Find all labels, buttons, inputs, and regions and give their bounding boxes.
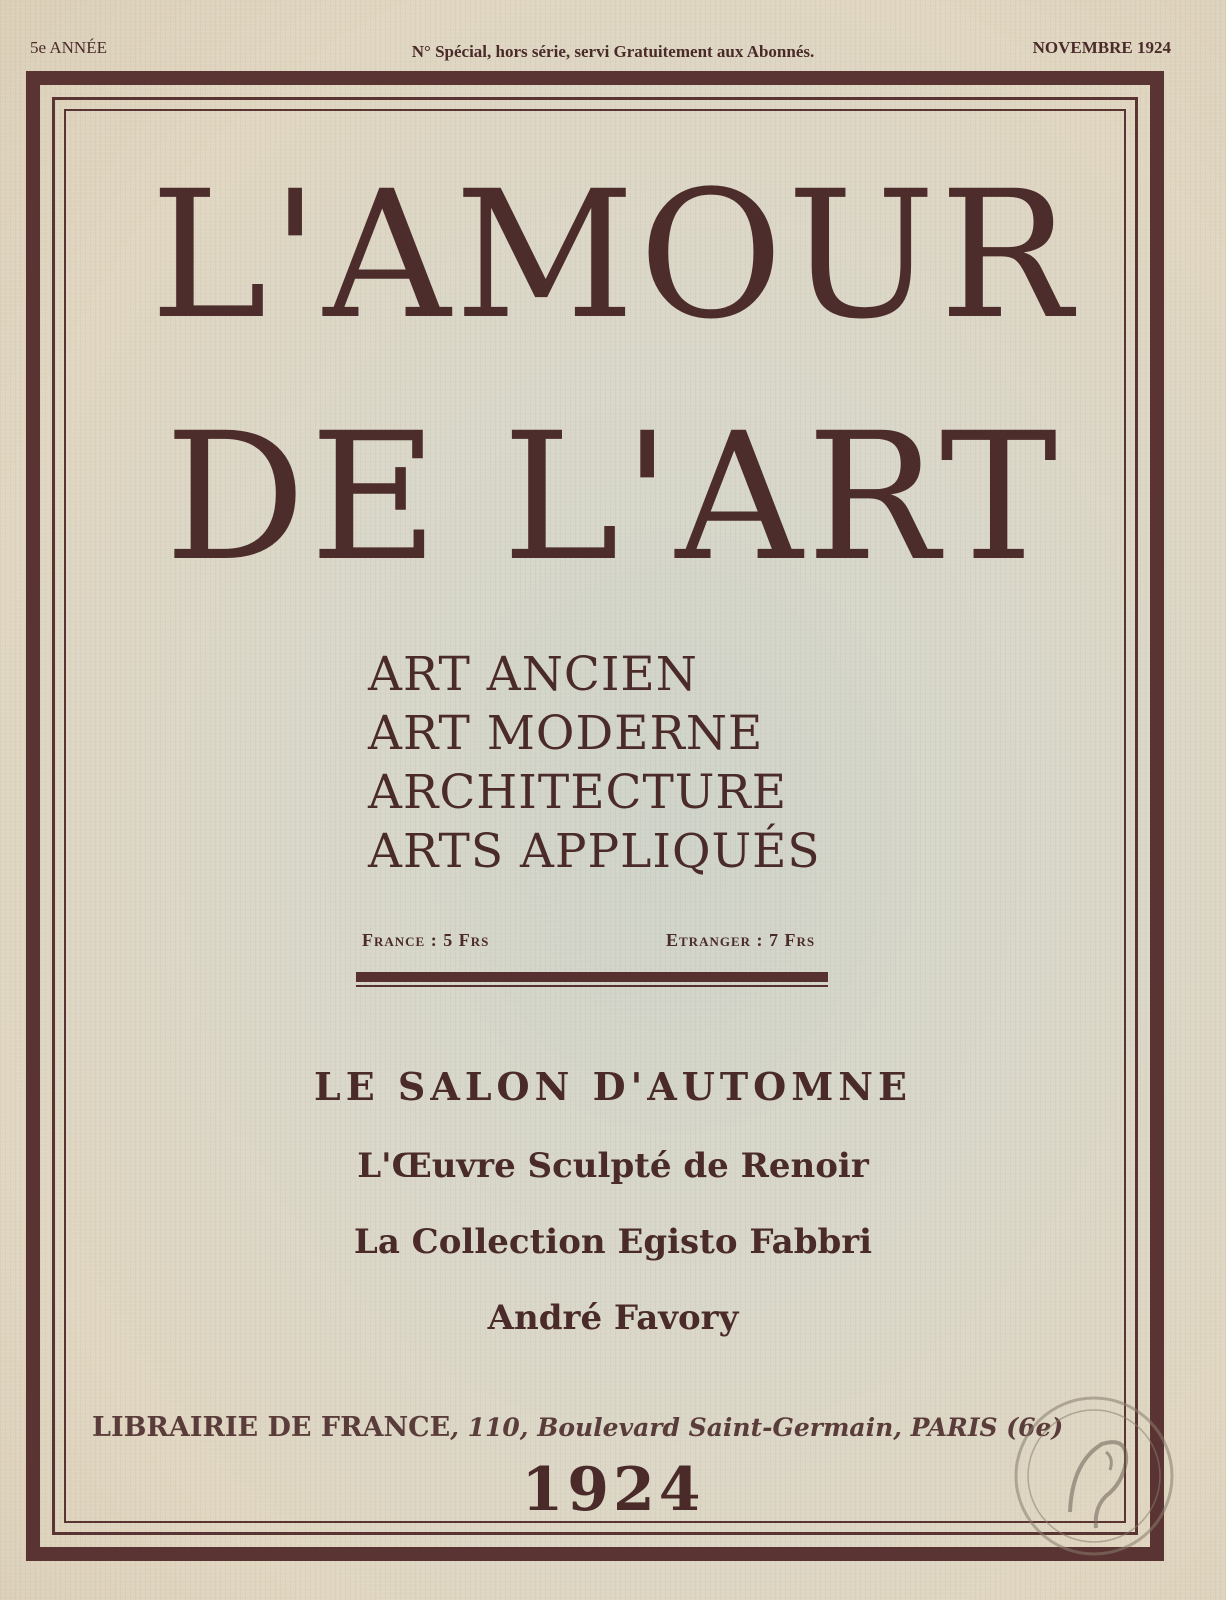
edition-year: 5e ANNÉE xyxy=(30,38,107,57)
contents-item: La Collection Egisto Fabbri xyxy=(353,1222,873,1262)
price-foreign: Etranger : 7 Frs xyxy=(666,930,816,950)
magazine-title-line-1: L'AMOUR xyxy=(150,153,1076,358)
special-issue-note: N° Spécial, hors série, servi Gratuitement aux Abonnés. xyxy=(411,42,815,61)
price-france: France : 5 Frs xyxy=(362,930,490,950)
subject-item: ARTS APPLIQUÉS xyxy=(368,824,821,879)
subject-item: ART MODERNE xyxy=(368,706,764,761)
publication-year: 1924 xyxy=(521,1455,705,1525)
publisher-name: LIBRAIRIE DE FRANCE xyxy=(92,1412,451,1443)
library-stamp-icon xyxy=(1010,1392,1178,1560)
divider-rule-thin xyxy=(356,985,828,987)
publisher-address: , 110, Boulevard Saint-Germain, PARIS (6e) xyxy=(450,1413,1064,1442)
subject-item: ART ANCIEN xyxy=(368,647,698,702)
header-line xyxy=(0,34,1226,64)
divider-rule xyxy=(356,972,828,982)
subject-item: ARCHITECTURE xyxy=(368,765,788,820)
publisher-line xyxy=(92,1412,1132,1443)
magazine-title-line-2: DE L'ART xyxy=(164,395,1062,600)
issue-date: NOVEMBRE 1924 xyxy=(1032,38,1171,57)
contents-item: LE SALON D'AUTOMNE xyxy=(314,1064,912,1109)
subject-list xyxy=(368,645,838,881)
contents-item: L'Œuvre Sculpté de Renoir xyxy=(357,1146,869,1186)
contents-item: André Favory xyxy=(487,1298,739,1338)
